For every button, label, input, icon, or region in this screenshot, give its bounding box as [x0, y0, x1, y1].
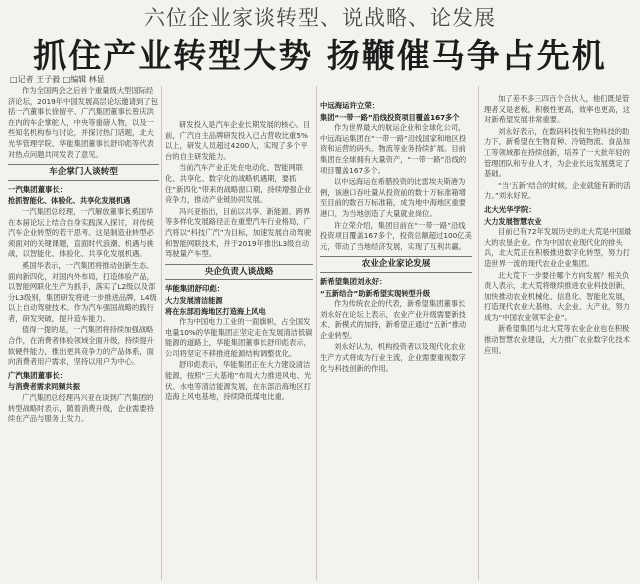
subhead-detail: 集团“一带一路”沿线投资项目覆盖167多个 [320, 112, 460, 122]
paragraph: 舒印彪表示，华能集团正在大力建设清洁能源，按照“三大基地”布局大力推进风电、光伏、水电等清洁能源发展，在东部沿海地区打造海上风电基地，持续降低煤电比重。 [165, 360, 312, 402]
paragraph: “当‘五新’结合的时候，企业就能有新的活力。”刘永好说。 [484, 180, 631, 201]
article-column-3 [320, 98, 472, 580]
subhead-detail: 与消费者需求同频共振 [8, 382, 80, 392]
paragraph: 值得一提的是，一汽集团将持续加强战略合作，在消费者体验领域全面升级，持续提升软硬件能力，推出更具竞争力的产品体系，面向消费者用户需求，坚持以用户为中心。 [8, 325, 154, 367]
paragraph: 刘永好认为，机构投资者以及现代化农业生产方式将成为行业主流，企业需要重视数字化与科技创新的作用。 [320, 342, 466, 373]
subhead-detail: 将在东部沿海地区打造海上风电 [165, 306, 266, 316]
paragraph: 一汽集团总经理，一汽解放董事长奚国华在本届论坛上结合自身实践深入探讨，对传统汽车企业转型的若干思考。这是制造业转型必须面对的关键课题，直面时代浪潮、机遇与挑战，以智能化、体验化、共享化发展机遇。 [8, 206, 154, 259]
paragraph: 广汽集团总经理冯兴亚在谈到广汽集团的转型战略时表示，随着消费升级，企业需要持续在产品与服务上发力。 [8, 393, 154, 424]
subhead-detail: 抢抓智能化、体验化、共享化发展机遇 [8, 196, 131, 206]
paragraph: 目前已有72年发展历史的北大荒是中国最大的农垦企业。作为中国农业现代化的排头兵，北大荒正在积极推进数字化转型，努力打造世界一流的现代农业企业集团。 [484, 227, 632, 268]
kicker: 六位企业家谈转型、说战略、论发展 [144, 6, 496, 30]
paragraph: 作为中国电力工业的一面旗帜，占全国发电量10%的华能集团正坚定走在发展清洁低碳能源的道路上，华能集团董事长舒印彪表示，公司将坚定不移推进能源结构调整优化。 [165, 317, 313, 358]
paragraph: 作为全国两会之后首个重量级大型国际经济论坛，2019年中国发展高层论坛邀请到了包括一汽董事长徐留平、广汽集团董事长曾庆洪在内的车企掌舵人，中央等重磅人物，以及一些知名机构参与讨论，并探讨热门话题，北大光华管理学院、华能集团董事长舒印彪等代表对热点问题共同发表了意见。 [8, 86, 158, 159]
paragraph: 新希望集团与北大荒等农业企业也在积极推动智慧农业建设，大力推广农业数字化技术应用。 [484, 324, 630, 355]
paragraph: 加了差不多三四百个合伙人，他们既是管理者又是老板，积极性更高，效率也更高，这对新希望发展非常重要。 [484, 94, 630, 125]
paragraph: 当前汽车产业正处在电动化、智能网联化、共享化、数字化的战略机遇期，要抓住“新四化”带来的战略窗口期，持续增强企业竞争力，推动产业链协同发展。 [165, 163, 312, 205]
paragraph: 许立荣介绍，集团目前在“一带一路”沿线投资项目覆盖167多个，投资总额超过100亿美元，带动了当地经济发展，实现了互利共赢。 [320, 220, 472, 251]
subhead: 新希望集团刘永好： [320, 276, 387, 286]
section-heading: 车企掌门人谈转型 [8, 164, 159, 181]
article-column-4 [484, 94, 632, 580]
section-heading: 农业企业家论发展 [320, 256, 472, 273]
column-divider [478, 86, 479, 580]
subhead: 华能集团舒印彪： [165, 284, 225, 294]
paragraph: 作为世界最大的航运企业和全球化公司，中远海运集团在“一带一路”沿线国家和地区投资和运营的码头、物流等业务持续扩展。目前集团在全球拥有大量资产，“一带一路”沿线的项目覆盖167多个。 [320, 123, 467, 175]
paragraph: 以中远海运在希腊投资的比雷埃夫斯港为例，该港口吞吐量从投资前的数十万标准箱增至目前的数百万标准箱，成为地中海地区重要港口，为当地创造了大量就业岗位。 [320, 177, 466, 218]
byline: □记者 王子毅 □编辑 林显 [10, 75, 105, 84]
subhead-detail: “五新结合”助新希望实现转型升级 [320, 288, 431, 298]
paragraph: 冯兴亚指出，目前以共享、新能源、跨界等多样化发展路径正在重塑汽车行业格局，广汽将以“科技广汽”为目标，加速发展自动驾驶和智能网联技术，并于2019年推出L3级自动驾驶量产车型。 [165, 206, 312, 259]
article-column-1 [8, 86, 159, 580]
article-column-2 [165, 120, 313, 580]
subhead: 中远海运许立荣： [320, 101, 380, 110]
headline: 抓住产业转型大势 扬鞭催马争占先机 [33, 36, 607, 75]
column-divider [161, 86, 162, 580]
subhead: 一汽集团董事长： [8, 184, 68, 194]
column-divider [316, 86, 317, 580]
paragraph: 北大荒下一步要往哪个方向发展？相关负责人表示，北大荒将继续推进农业科技创新，加快推动农业机械化、信息化、智能化发展，打造现代农业大基地、大企业、大产业，努力成为“中国农业领军企业”。 [484, 270, 630, 322]
subhead: 北大光华学院： [484, 204, 536, 214]
paragraph: 奚国华表示，一汽集团将推动创新生态。面向新四化，对国内外布局，打造体验产品，以智能网联化生产为抓手，落实了L2级以及部分L3级别，集团研发将进一步推进品牌，L4级以上自动驾驶技术。作为汽车强国战略的践行者，研发突破，提升造车能力。 [8, 260, 157, 323]
subhead: 广汽集团董事长： [8, 370, 68, 380]
section-heading: 央企负责人谈战略 [165, 264, 313, 281]
paragraph: 作为传统农企的代表，新希望集团董事长刘永好在论坛上表示，农业产业升级需要新技术、新模式的加持，新希望正通过“五新”推动企业转型。 [320, 299, 467, 340]
paragraph: 刘永好表示，在数码科技和生物科技的助力下，新希望在生物育种、冷链物流、食品加工等领域都在持续创新，培养了一大批年轻的管理团队和专业人才，为企业长远发展奠定了基础。 [484, 126, 630, 179]
subhead-detail: 大力发展清洁能源 [165, 295, 223, 305]
subhead-detail: 大力发展智慧农业 [484, 216, 542, 226]
paragraph: 研发投入是汽车企业长期发展的核心。目前，广汽自主品牌研发投入已占营收比重5%以上，研发人员超过4200人，实现了多个平台的自主研发能力。 [165, 120, 311, 161]
